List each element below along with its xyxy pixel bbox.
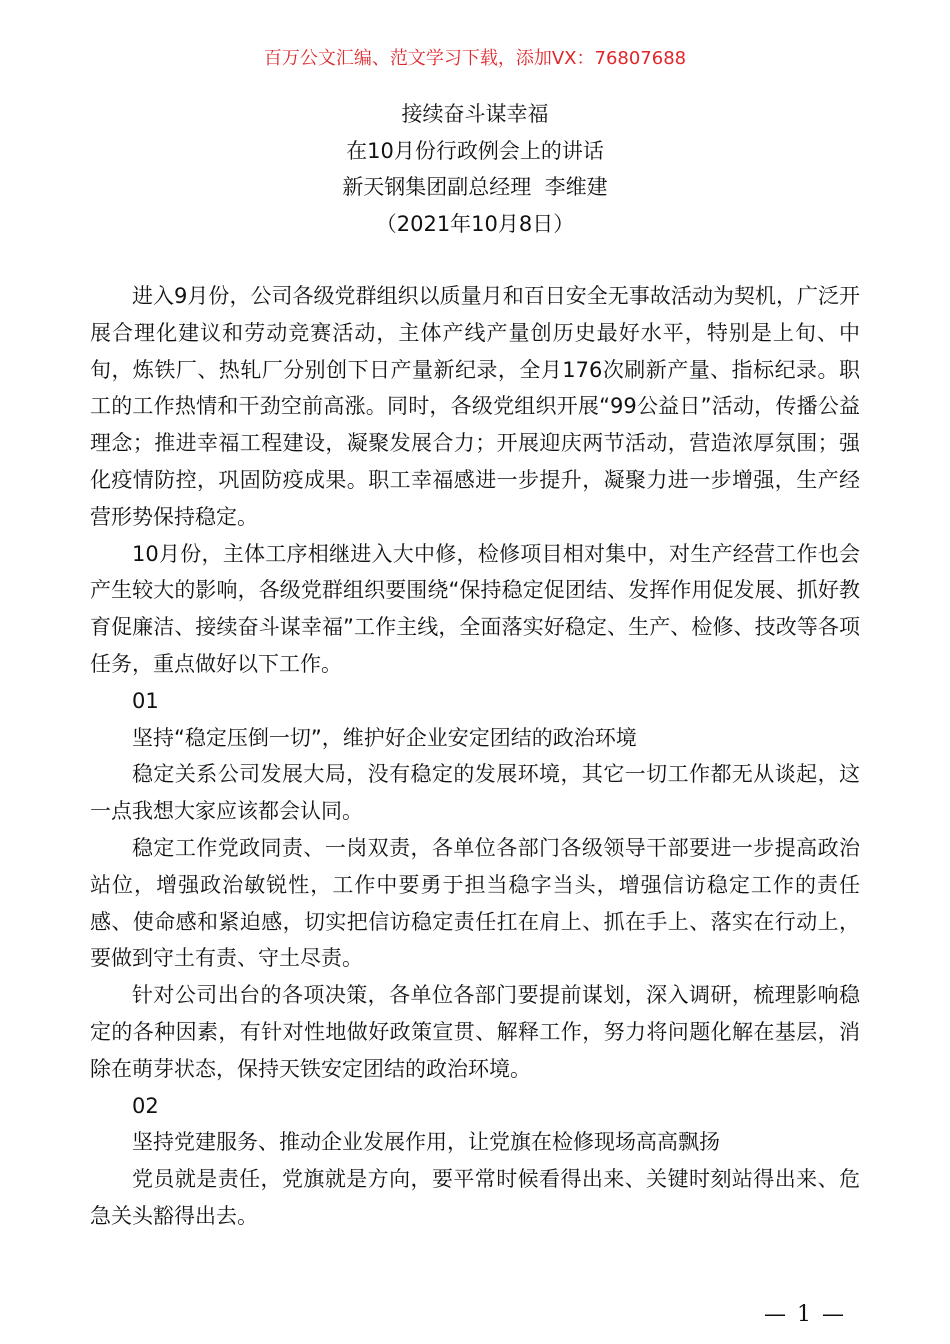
watermark-banner: 百万公文汇编、范文学习下载，添加VX：76807688 — [263, 48, 687, 69]
speaker-line: 新天钢集团副总经理 李维建 — [342, 175, 608, 199]
page-number: — 1 — — [764, 1302, 846, 1327]
document-body — [90, 278, 860, 1235]
speech-date: （2021年10月8日） — [375, 211, 575, 236]
body-paragraph: 党员就是责任，党旗就是方向，要平常时候看得出来、关键时刻站得出来、危急关头豁得出去。 — [90, 1167, 860, 1228]
body-paragraph: 进入9月份，公司各级党群组织以质量月和百日安全无事故活动为契机，广泛开展合理化建议和劳动竞赛活动，主体产线产量创历史最好水平，特别是上旬、中旬，炼铁厂、热轧厂分别创下日产量新纪录，全月176次刷新产量、指标纪录。职工的工作热情和干劲空前高涨。同时，各级党组织开展“99公益日”活动，传播公益理念；推进幸福工程建设，凝聚发展合力；开展迎庆两节活动，营造浓厚氛围；强化疫情防控，巩固防疫成果。职工幸福感进一步提升，凝聚力进一步增强，生产经营形势保持稳定。 — [90, 284, 860, 529]
section-number: 01 — [132, 688, 159, 713]
document-subtitle: 在10月份行政例会上的讲话 — [346, 138, 604, 163]
section-heading: 坚持党建服务、推动企业发展作用，让党旗在检修现场高高飘扬 — [132, 1130, 720, 1155]
body-paragraph: 稳定工作党政同责、一岗双责，各单位各部门各级领导干部要进一步提高政治站位，增强政治敏锐性，工作中要勇于担当稳字当头，增强信访稳定工作的责任感、使命感和紧迫感，切实把信访稳定责任扛在肩上、抓在手上、落实在行动上，要做到守土有责、守土尽责。 — [90, 835, 860, 971]
section-number: 02 — [132, 1093, 159, 1118]
document-title: 接续奋斗谋幸福 — [401, 102, 549, 126]
body-paragraph: 10月份，主体工序相继进入大中修，检修项目相对集中，对生产经营工作也会产生较大的影响，各级党群组织要围绕“保持稳定促团结、发挥作用促发展、抓好教育促廉洁、接续奋斗谋幸福”工作主线，全面落实好稳定、生产、检修、技改等各项任务，重点做好以下工作。 — [90, 541, 860, 676]
section-heading: 坚持“稳定压倒一切”，维护好企业安定团结的政治环境 — [132, 725, 637, 750]
body-paragraph: 针对公司出台的各项决策，各单位各部门要提前谋划，深入调研，梳理影响稳定的各种因素，有针对性地做好政策宣贯、解释工作，努力将问题化解在基层，消除在萌芽状态，保持天铁安定团结的政治环境。 — [90, 983, 860, 1081]
body-paragraph: 稳定关系公司发展大局，没有稳定的发展环境，其它一切工作都无从谈起，这一点我想大家应该都会认同。 — [90, 762, 860, 824]
title-block — [0, 96, 950, 242]
